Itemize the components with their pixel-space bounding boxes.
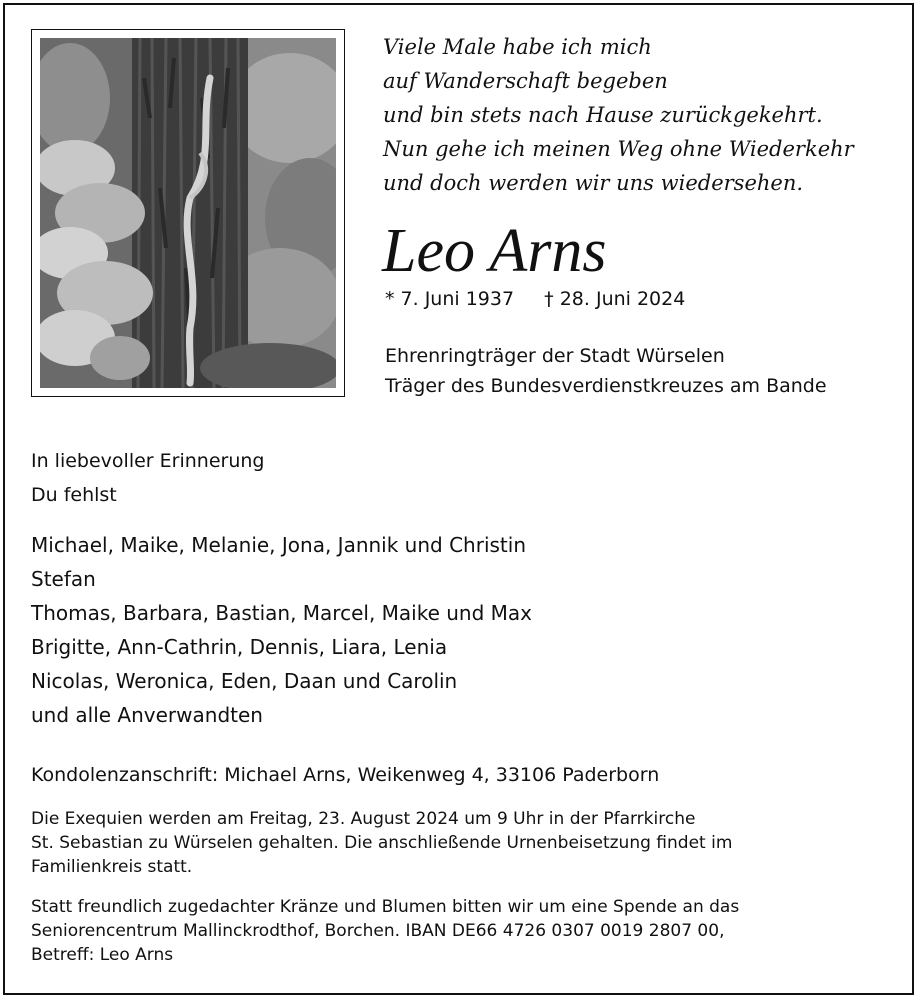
tree-photo [31,29,345,397]
poem [383,30,854,200]
family-line: und alle Anverwandten [31,703,263,727]
exequies-line: Familienkreis statt. [31,857,193,877]
donation-line: Seniorencentrum Mallinckrodthof, Borchen. IBAN DE66 4726 0307 0019 2807 00, [31,921,725,941]
death-date: † 28. Juni 2024 [544,288,686,310]
exequies-line: St. Sebastian zu Würselen gehalten. Die anschließende Urnenbeisetzung findet im [31,833,733,853]
donation-info [31,895,739,967]
family-line: Stefan [31,567,96,591]
family-line: Thomas, Barbara, Bastian, Marcel, Maike und Max [31,601,533,625]
poem-line: Viele Male habe ich mich [383,35,652,59]
memory-line: In liebevoller Erinnerung [31,450,265,472]
exequies-line: Die Exequien werden am Freitag, 23. August 2024 um 9 Uhr in der Pfarrkirche [31,809,696,829]
honor-line: Ehrenringträger der Stadt Würselen [385,345,725,367]
exequies-info [31,807,732,879]
condolence-address: Kondolenzanschrift: Michael Arns, Weikenweg 4, 33106 Paderborn [31,764,660,786]
poem-line: und doch werden wir uns wiedersehen. [383,171,804,195]
donation-line: Statt freundlich zugedachter Kränze und Blumen bitten wir um eine Spende an das [31,897,740,917]
memory-line: Du fehlst [31,484,117,506]
honor-line: Träger des Bundesverdienstkreuzes am Bande [385,375,827,397]
life-dates [385,288,685,310]
honors [385,341,827,401]
donation-line: Betreff: Leo Arns [31,945,174,965]
deceased-name: Leo Arns [382,217,607,285]
family-line: Brigitte, Ann-Cathrin, Dennis, Liara, Lenia [31,635,448,659]
family-list [31,528,532,732]
poem-line: und bin stets nach Hause zurückgekehrt. [383,103,823,127]
poem-line: Nun gehe ich meinen Weg ohne Wiederkehr [383,137,854,161]
family-line: Michael, Maike, Melanie, Jona, Jannik und Christin [31,533,526,557]
family-line: Nicolas, Weronica, Eden, Daan und Carolin [31,669,458,693]
tree-with-walking-stick-image [40,38,336,388]
poem-line: auf Wanderschaft begeben [383,69,668,93]
memory-text [31,444,264,512]
birth-date: * 7. Juni 1937 [385,288,515,310]
